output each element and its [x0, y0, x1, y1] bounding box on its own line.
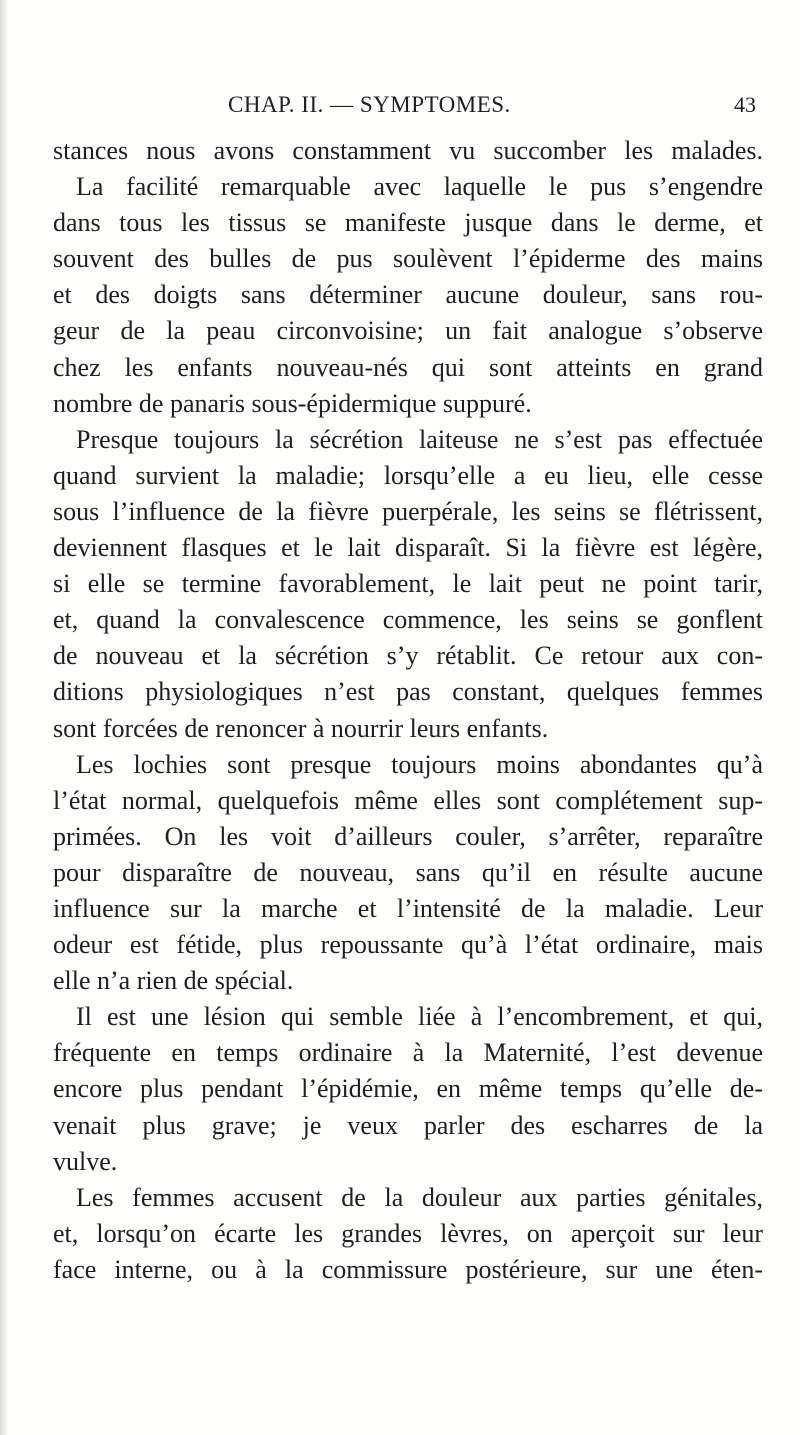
page-header — [0, 92, 800, 124]
text-line: sous l’influence de la fièvre puerpérale, les seins se flétrissent, — [53, 496, 763, 526]
text-line: fréquente en temps ordinaire à la Maternité, l’est devenue — [53, 1038, 763, 1068]
text-line: ditions physiologiques n’est pas constant, quelques femmes — [53, 677, 763, 707]
text-line: si elle se termine favorablement, le lait peut ne point tarir, — [53, 569, 763, 599]
text-line: et, quand la convalescence commence, les seins se gonflent — [53, 605, 763, 635]
text-line: La facilité remarquable avec laquelle le pus s’engendre — [76, 172, 763, 202]
text-line: odeur est fétide, plus repoussante qu’à l’état ordinaire, mais — [53, 930, 763, 960]
text-line: et, lorsqu’on écarte les grandes lèvres, on aperçoit sur leur — [53, 1218, 763, 1248]
text-line: nombre de panaris sous-épidermique suppuré. — [53, 388, 532, 418]
text-line: sont forcées de renoncer à nourrir leurs enfants. — [53, 713, 549, 743]
text-line: influence sur la marche et l’intensité de la maladie. Leur — [53, 893, 763, 923]
text-line: Il est une lésion qui semble liée à l’encombrement, et qui, — [76, 1002, 763, 1032]
text-line: pour disparaître de nouveau, sans qu’il en résulte aucune — [53, 857, 763, 887]
text-line: geur de la peau circonvoisine; un fait analogue s’observe — [53, 316, 763, 346]
text-line: chez les enfants nouveau-nés qui sont atteints en grand — [53, 352, 763, 382]
text-line: encore plus pendant l’épidémie, en même temps qu’elle de- — [53, 1074, 763, 1104]
body-text — [53, 133, 763, 1288]
text-line: et des doigts sans déterminer aucune douleur, sans rou- — [53, 280, 763, 310]
text-line: vulve. — [53, 1146, 118, 1176]
text-line: dans tous les tissus se manifeste jusque dans le derme, et — [53, 208, 763, 238]
text-line: primées. On les voit d’ailleurs couler, s’arrêter, reparaître — [53, 821, 763, 851]
text-line: de nouveau et la sécrétion s’y rétablit. Ce retour aux con- — [53, 641, 763, 671]
page-number: 43 — [734, 92, 756, 117]
text-line: Les lochies sont presque toujours moins abondantes qu’à — [76, 749, 763, 779]
text-line: deviennent flasques et le lait disparaît. Si la fièvre est légère, — [53, 533, 763, 563]
text-line: venait plus grave; je veux parler des escharres de la — [53, 1110, 763, 1140]
text-line: Les femmes accusent de la douleur aux parties génitales, — [76, 1182, 763, 1212]
text-line: face interne, ou à la commissure postérieure, sur une éten- — [53, 1254, 763, 1284]
text-line: Presque toujours la sécrétion laiteuse ne s’est pas effectuée — [76, 424, 763, 454]
text-line: quand survient la maladie; lorsqu’elle a eu lieu, elle cesse — [53, 460, 763, 490]
running-head: CHAP. II. — SYMPTOMES. — [228, 92, 511, 117]
text-line: stances nous avons constamment vu succomber les malades. — [53, 136, 763, 165]
text-line: souvent des bulles de pus soulèvent l’épiderme des mains — [53, 244, 763, 274]
text-line: elle n’a rien de spécial. — [53, 966, 294, 996]
text-line: l’état normal, quelquefois même elles sont complétement sup- — [53, 785, 763, 815]
page-edge-shadow — [0, 0, 8, 1435]
